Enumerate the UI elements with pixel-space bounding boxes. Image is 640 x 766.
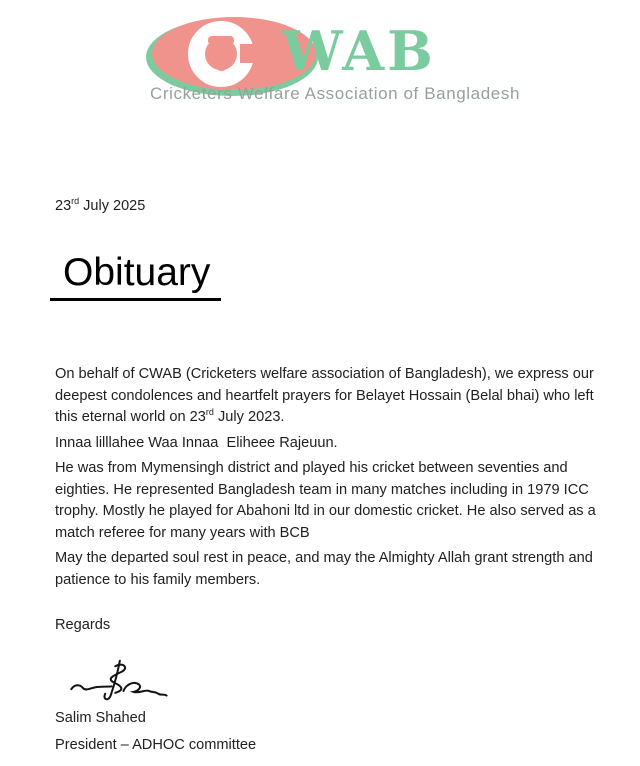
paragraph-prayer: Innaa lilllahee Waa Innaa Eliheee Rajeuun.: [55, 434, 338, 451]
regards-line: Regards: [55, 617, 111, 633]
logo-tagline: Cricketers Welfare Association of Bangladesh: [149, 84, 521, 103]
logo-c-opening: [240, 44, 258, 63]
cricket-bat-blade: [216, 40, 227, 71]
date-ordinal: rd: [71, 196, 80, 207]
paragraph-condolence: [55, 364, 600, 429]
logo-wordmark: WAB: [282, 19, 436, 83]
obituary-heading: Obituary: [50, 249, 221, 301]
paragraph-blessing: May the departed soul rest in peace, and may the Almighty Allah grant strength and patience to his family members.: [55, 550, 597, 588]
paragraph-biography: He was from Mymensingh district and played his cricket between seventies and eighties. He represented Bangladesh team in many matches including in 1979 ICC trophy. Mostly he played for Abahoni ltd in our domestic cricket. He also served as a match referee for many years with BCB: [55, 460, 600, 541]
paragraph-condolence-text: On behalf of CWAB (Cricketers welfare association of Bangladesh), we express our deepest condolences and heartfelt prayers for Belayet Hossain (Belal bhai) who left this eternal world on 23: [55, 366, 598, 425]
letter-body: [0, 196, 640, 756]
date-line: [55, 196, 600, 216]
signer-title: President – ADHOC committee: [55, 737, 257, 753]
cwab-logo: [0, 0, 640, 108]
date-day: 23: [55, 198, 72, 214]
signer-name: Salim Shahed: [55, 710, 146, 726]
paragraph-condolence-date: July 2023.: [213, 409, 285, 425]
heading-wrap: [55, 249, 600, 301]
signature-image: [67, 658, 169, 702]
date-rest: July 2025: [79, 198, 146, 214]
paragraph-date-ordinal: rd: [205, 407, 214, 418]
